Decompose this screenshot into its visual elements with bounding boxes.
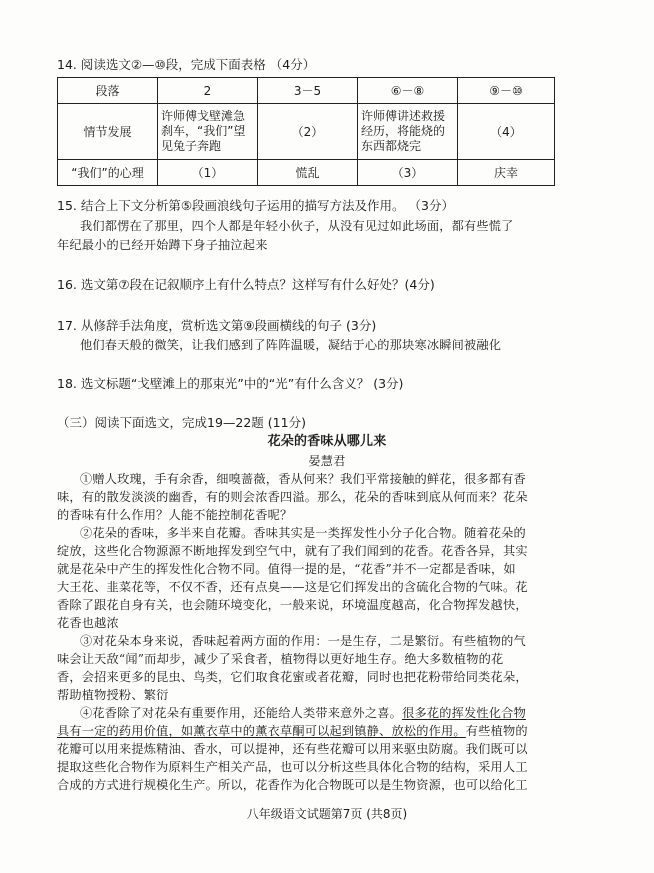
paragraph-line: 提取这些化合物作为原料生产相关产品，也可以分析这些具体化合物的结构，采用人工	[57, 760, 528, 774]
paragraph-line: 香除了跟花自身有关，也会随环境变化，一般来说，环境温度越高，化合物挥发越快，	[57, 598, 528, 612]
table-header-row	[58, 78, 555, 104]
underlined-sentence: 很多花的挥发性化合物	[402, 706, 526, 720]
table-cell: （2）	[258, 104, 358, 160]
table-cell: （1）	[158, 160, 258, 186]
table-cell: 庆幸	[458, 160, 555, 186]
quote-line: 我们都愣在了那里，四个人都是年轻小伙子，从没有见过如此场面，都有些慌了	[80, 219, 514, 233]
paragraph-line: ②花朵的香味，多半来自花瓣。香味其实是一类挥发性小分子化合物。随着花朵的	[80, 526, 526, 540]
quote-line: 他们春天般的微笑，让我们感到了阵阵温暖，凝结于心的那块寒冰瞬间被融化	[80, 338, 502, 352]
underlined-sentence: 具有一定的药用价值，如薰衣草中的薰衣草酮可以起到镇静、放松的作用。	[57, 724, 466, 738]
table-cell: 情节发展	[58, 104, 158, 160]
table-cell: “我们”的心理	[58, 160, 158, 186]
table-cell: ⑥－⑧	[358, 78, 458, 104]
table-row	[58, 160, 555, 186]
paragraph-line: 合成的方式进行规模化生产。所以，花香作为化合物既可以是生物资源，也可以给化工	[57, 778, 528, 792]
question-18: 18. 选文标题“戈壁滩上的那束光”中的“光”有什么含义？ (3分)	[57, 376, 404, 391]
article-author: 晏慧君	[308, 454, 346, 468]
paragraph-line: 花香也越浓	[57, 616, 119, 630]
question-15: 15. 结合上下文分析第⑤段画浪线句子运用的描写方法及作用。 （3分）	[57, 198, 454, 213]
question-16: 16. 选文第⑦段在记叙顺序上有什么特点？这样写有什么好处？(4分)	[57, 277, 435, 292]
table-cell: 慌乱	[258, 160, 358, 186]
quote-line: 年纪最小的已经开始蹲下身子抽泣起来	[57, 238, 268, 252]
paragraph-line: 味会让天敌“闻”而却步，减少了采食者，植物得以更好地生存。绝大多数植物的花	[57, 652, 504, 666]
paragraph-line: 就是花朵中产生的挥发性化合物不同。值得一提的是，“花香”并不一定都是香味，如	[57, 562, 516, 576]
plot-table	[57, 77, 555, 186]
section-heading: （三）阅读下面选文，完成19—22题 (11分)	[57, 415, 306, 430]
table-cell: 许师傅戈壁滩急刹车，“我们”望见兔子奔跑	[158, 104, 258, 160]
page-footer: 八年级语文试题第7页 (共8页)	[246, 807, 408, 821]
paragraph-line: 的香味有什么作用？人能不能控制花香呢？	[57, 508, 293, 522]
paragraph-line: 绽放，这些化合物源源不断地挥发到空气中，就有了我们闻到的花香。花香各异，其实	[57, 544, 528, 558]
paragraph-line: 味，有的散发淡淡的幽香，有的则会浓香四溢。那么，花朵的香味到底从何而来？花朵	[57, 490, 528, 504]
table-cell: ⑨－⑩	[458, 78, 555, 104]
table-cell: 许师傅讲述救援经历，将能烧的东西都烧完	[358, 104, 458, 160]
table-cell: （3）	[358, 160, 458, 186]
paragraph-line: 帮助植物授粉、繁衍	[57, 688, 169, 702]
paragraph-text: 有些植物的	[465, 724, 528, 738]
question-17: 17. 从修辞手法角度，赏析选文第⑨段画横线的句子 (3分)	[57, 318, 377, 333]
paragraph-line: ①赠人玫瑰，手有余香，细嗅蔷薇，香从何来？我们平常接触的鲜花，很多都有香	[80, 472, 526, 486]
table-cell: 3－5	[258, 78, 358, 104]
table-cell: 段落	[58, 78, 158, 104]
paragraph-line	[57, 723, 528, 739]
paragraph-line: ③对花朵本身来说，香味起着两方面的作用：一是生存，二是繁衍。有些植物的气	[80, 634, 526, 648]
question-14: 14. 阅读选文②—⑩段，完成下面表格 （4分）	[57, 57, 316, 72]
table-cell: （4）	[458, 104, 555, 160]
paragraph-text: ④花香除了对花朵有重要作用，还能给人类带来意外之喜。	[80, 706, 403, 720]
paragraph-line: 大王花、韭菜花等，不仅不香，还有点臭——这是它们挥发出的含硫化合物的气味。花	[57, 580, 528, 594]
paragraph-line: 花瓣可以用来提炼精油、香水，可以提神，还有些花瓣可以用来驱虫防腐。我们既可以	[57, 742, 528, 756]
paragraph-line: 香，会招来更多的昆虫、鸟类，它们取食花蜜或者花瓣，同时也把花粉带给同类花朵，	[57, 670, 528, 684]
article-title: 花朵的香味从哪儿来	[267, 434, 387, 449]
paragraph-line	[80, 705, 526, 721]
table-cell: 2	[158, 78, 258, 104]
table-row	[58, 104, 555, 160]
